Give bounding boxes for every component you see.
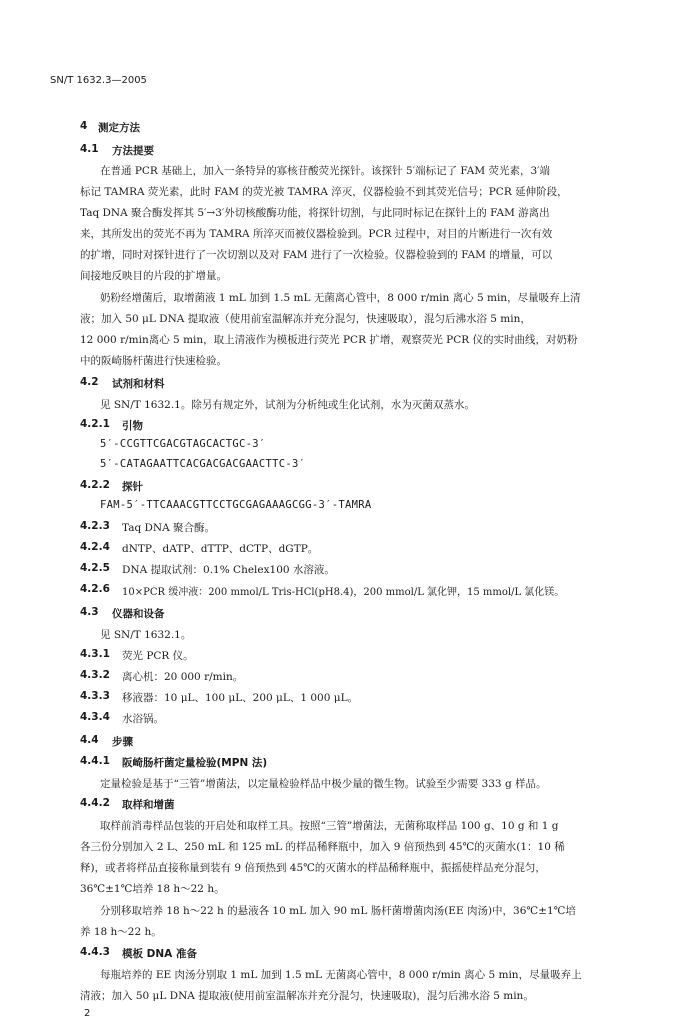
paragraph-line: 在普通 PCR 基础上，加入一条特异的寡核苷酸荧光探针。该探针 5′端标记了 FAM 荧光素，3′端 <box>100 165 551 177</box>
paragraph-line: 中的阪崎肠杆菌进行快速检验。 <box>80 355 227 367</box>
item-text: 荧光 PCR 仪。 <box>122 650 194 662</box>
subsection-number: 4.3 <box>80 606 99 618</box>
subsection-title: 仪器和设备 <box>112 608 165 620</box>
paragraph-line: Taq DNA 聚合酶发挥其 5′→3′外切核酸酶功能，将探针切割，与此同时标记在探针上的 FAM 游离出 <box>80 207 550 219</box>
item-number: 4.4.1 <box>80 755 110 767</box>
item-text: dNTP、dATP、dTTP、dCTP、dGTP。 <box>122 543 319 555</box>
item-title: 阪崎肠杆菌定量检验(MPN 法) <box>122 757 268 769</box>
paragraph-line: 各三份分别加入 2 L、250 mL 和 125 mL 的样品稀释瓶中，加入 9 倍预热到 45℃的灭菌水(1：10 稀 <box>80 841 565 853</box>
paragraph-line: 液；加入 50 μL DNA 提取液（使用前室温解冻并充分混匀，快速吸取），混匀后沸水浴 5 min， <box>80 313 531 325</box>
subsection-title: 步骤 <box>112 736 133 748</box>
item-text: 离心机：20 000 r/min。 <box>122 671 244 683</box>
item-number: 4.2.1 <box>80 418 110 430</box>
paragraph-line: 见 SN/T 1632.1。除另有规定外，试剂为分析纯或生化试剂，水为灭菌双蒸水。 <box>100 399 475 411</box>
item-title: 探针 <box>122 481 143 493</box>
primer-sequence: 5′-CATAGAATTCACGACGACGAACTTC-3′ <box>100 458 306 470</box>
paragraph-line: 养 18 h～22 h。 <box>80 926 162 938</box>
paragraph-line: 定量检验是基于“三管”增菌法，以定量检验样品中极少量的微生物。试验至少需要 333 g 样品。 <box>100 778 547 790</box>
paragraph-line: 36℃±1℃培养 18 h～22 h。 <box>80 883 225 895</box>
primer-sequence: 5′-CCGTTCGACGTAGCACTGC-3′ <box>100 438 266 450</box>
item-title: 引物 <box>122 420 143 432</box>
paragraph-line: 12 000 r/min离心 5 min，取上清液作为模板进行荧光 PCR 扩增，观察荧光 PCR 仪的实时曲线，对奶粉 <box>80 334 578 346</box>
paragraph-line: 释)，或者将样品直接称量到装有 9 倍预热到 45℃的灭菌水的样品稀释瓶中，振摇使样品充分混匀， <box>80 862 546 874</box>
item-text: DNA 提取试剂：0.1% Chelex100 水溶液。 <box>122 564 335 576</box>
paragraph-line: 取样前消毒样品包装的开启处和取样工具。按照“三管”增菌法，无菌称取样品 100 g、10 g 和 1 g <box>100 820 559 832</box>
paragraph-line: 标记 TAMRA 荧光素，此时 FAM 的荧光被 TAMRA 淬灭，仪器检验不到其荧光信号；PCR 延伸阶段， <box>80 186 568 198</box>
item-number: 4.3.3 <box>80 690 110 702</box>
item-number: 4.2.4 <box>80 541 110 553</box>
paragraph-line: 的扩增，同时对探针进行了一次切割以及对 FAM 进行了一次检验。仪器检验到的 FAM 的增量，可以 <box>80 249 553 261</box>
paragraph-line: 见 SN/T 1632.1。 <box>100 629 192 641</box>
subsection-number: 4.1 <box>80 143 99 155</box>
section-number: 4 <box>80 120 88 132</box>
item-number: 4.3.4 <box>80 711 110 723</box>
item-number: 4.4.3 <box>80 946 110 958</box>
paragraph-line: 奶粉经增菌后，取增菌液 1 mL 加到 1.5 mL 无菌离心管中，8 000 r/min 离心 5 min，尽量吸弃上清 <box>100 292 581 304</box>
paragraph-line: 每瓶培养的 EE 肉汤分别取 1 mL 加到 1.5 mL 无菌离心管中，8 000 r/min 离心 5 min，尽量吸弃上 <box>100 969 582 981</box>
subsection-title: 方法提要 <box>112 145 154 157</box>
probe-sequence: FAM-5′-TTCAAACGTTCCTGCGAGAAAGCGG-3′-TAMRA <box>100 499 372 511</box>
subsection-number: 4.2 <box>80 376 99 388</box>
item-number: 4.2.3 <box>80 520 110 532</box>
item-text: 10×PCR 缓冲液：200 mmol/L Tris-HCl(pH8.4)，200 mmol/L 氯化钾，15 mmol/L 氯化镁。 <box>122 587 565 598</box>
page-number: 2 <box>84 1008 91 1019</box>
standard-code-header: SN/T 1632.3—2005 <box>50 75 147 86</box>
item-number: 4.2.5 <box>80 562 110 574</box>
subsection-number: 4.4 <box>80 734 99 746</box>
paragraph-line: 间接地反映目的片段的扩增量。 <box>80 270 227 282</box>
item-number: 4.3.1 <box>80 648 110 660</box>
item-title: 取样和增菌 <box>122 799 175 811</box>
item-number: 4.2.6 <box>80 583 110 595</box>
item-text: 水浴锅。 <box>122 713 164 725</box>
item-title: 模板 DNA 准备 <box>122 948 197 960</box>
item-number: 4.4.2 <box>80 797 110 809</box>
item-number: 4.3.2 <box>80 669 110 681</box>
paragraph-line: 清液；加入 50 μL DNA 提取液(使用前室温解冻并充分混匀，快速吸取)，混匀后沸水浴 5 min。 <box>80 990 534 1002</box>
item-text: Taq DNA 聚合酶。 <box>122 522 216 534</box>
paragraph-line: 来，其所发出的荧光不再为 TAMRA 所淬灭而被仪器检验到。PCR 过程中，对目的片断进行一次有效 <box>80 228 553 240</box>
item-text: 移液器：10 μL、100 μL、200 μL、1 000 μL。 <box>122 692 359 704</box>
paragraph-line: 分别移取培养 18 h～22 h 的悬液各 10 mL 加入 90 mL 肠杆菌增菌肉汤(EE 肉汤)中，36℃±1℃培 <box>100 905 576 917</box>
subsection-title: 试剂和材料 <box>112 378 165 390</box>
section-title: 测定方法 <box>98 122 140 134</box>
item-number: 4.2.2 <box>80 479 110 491</box>
